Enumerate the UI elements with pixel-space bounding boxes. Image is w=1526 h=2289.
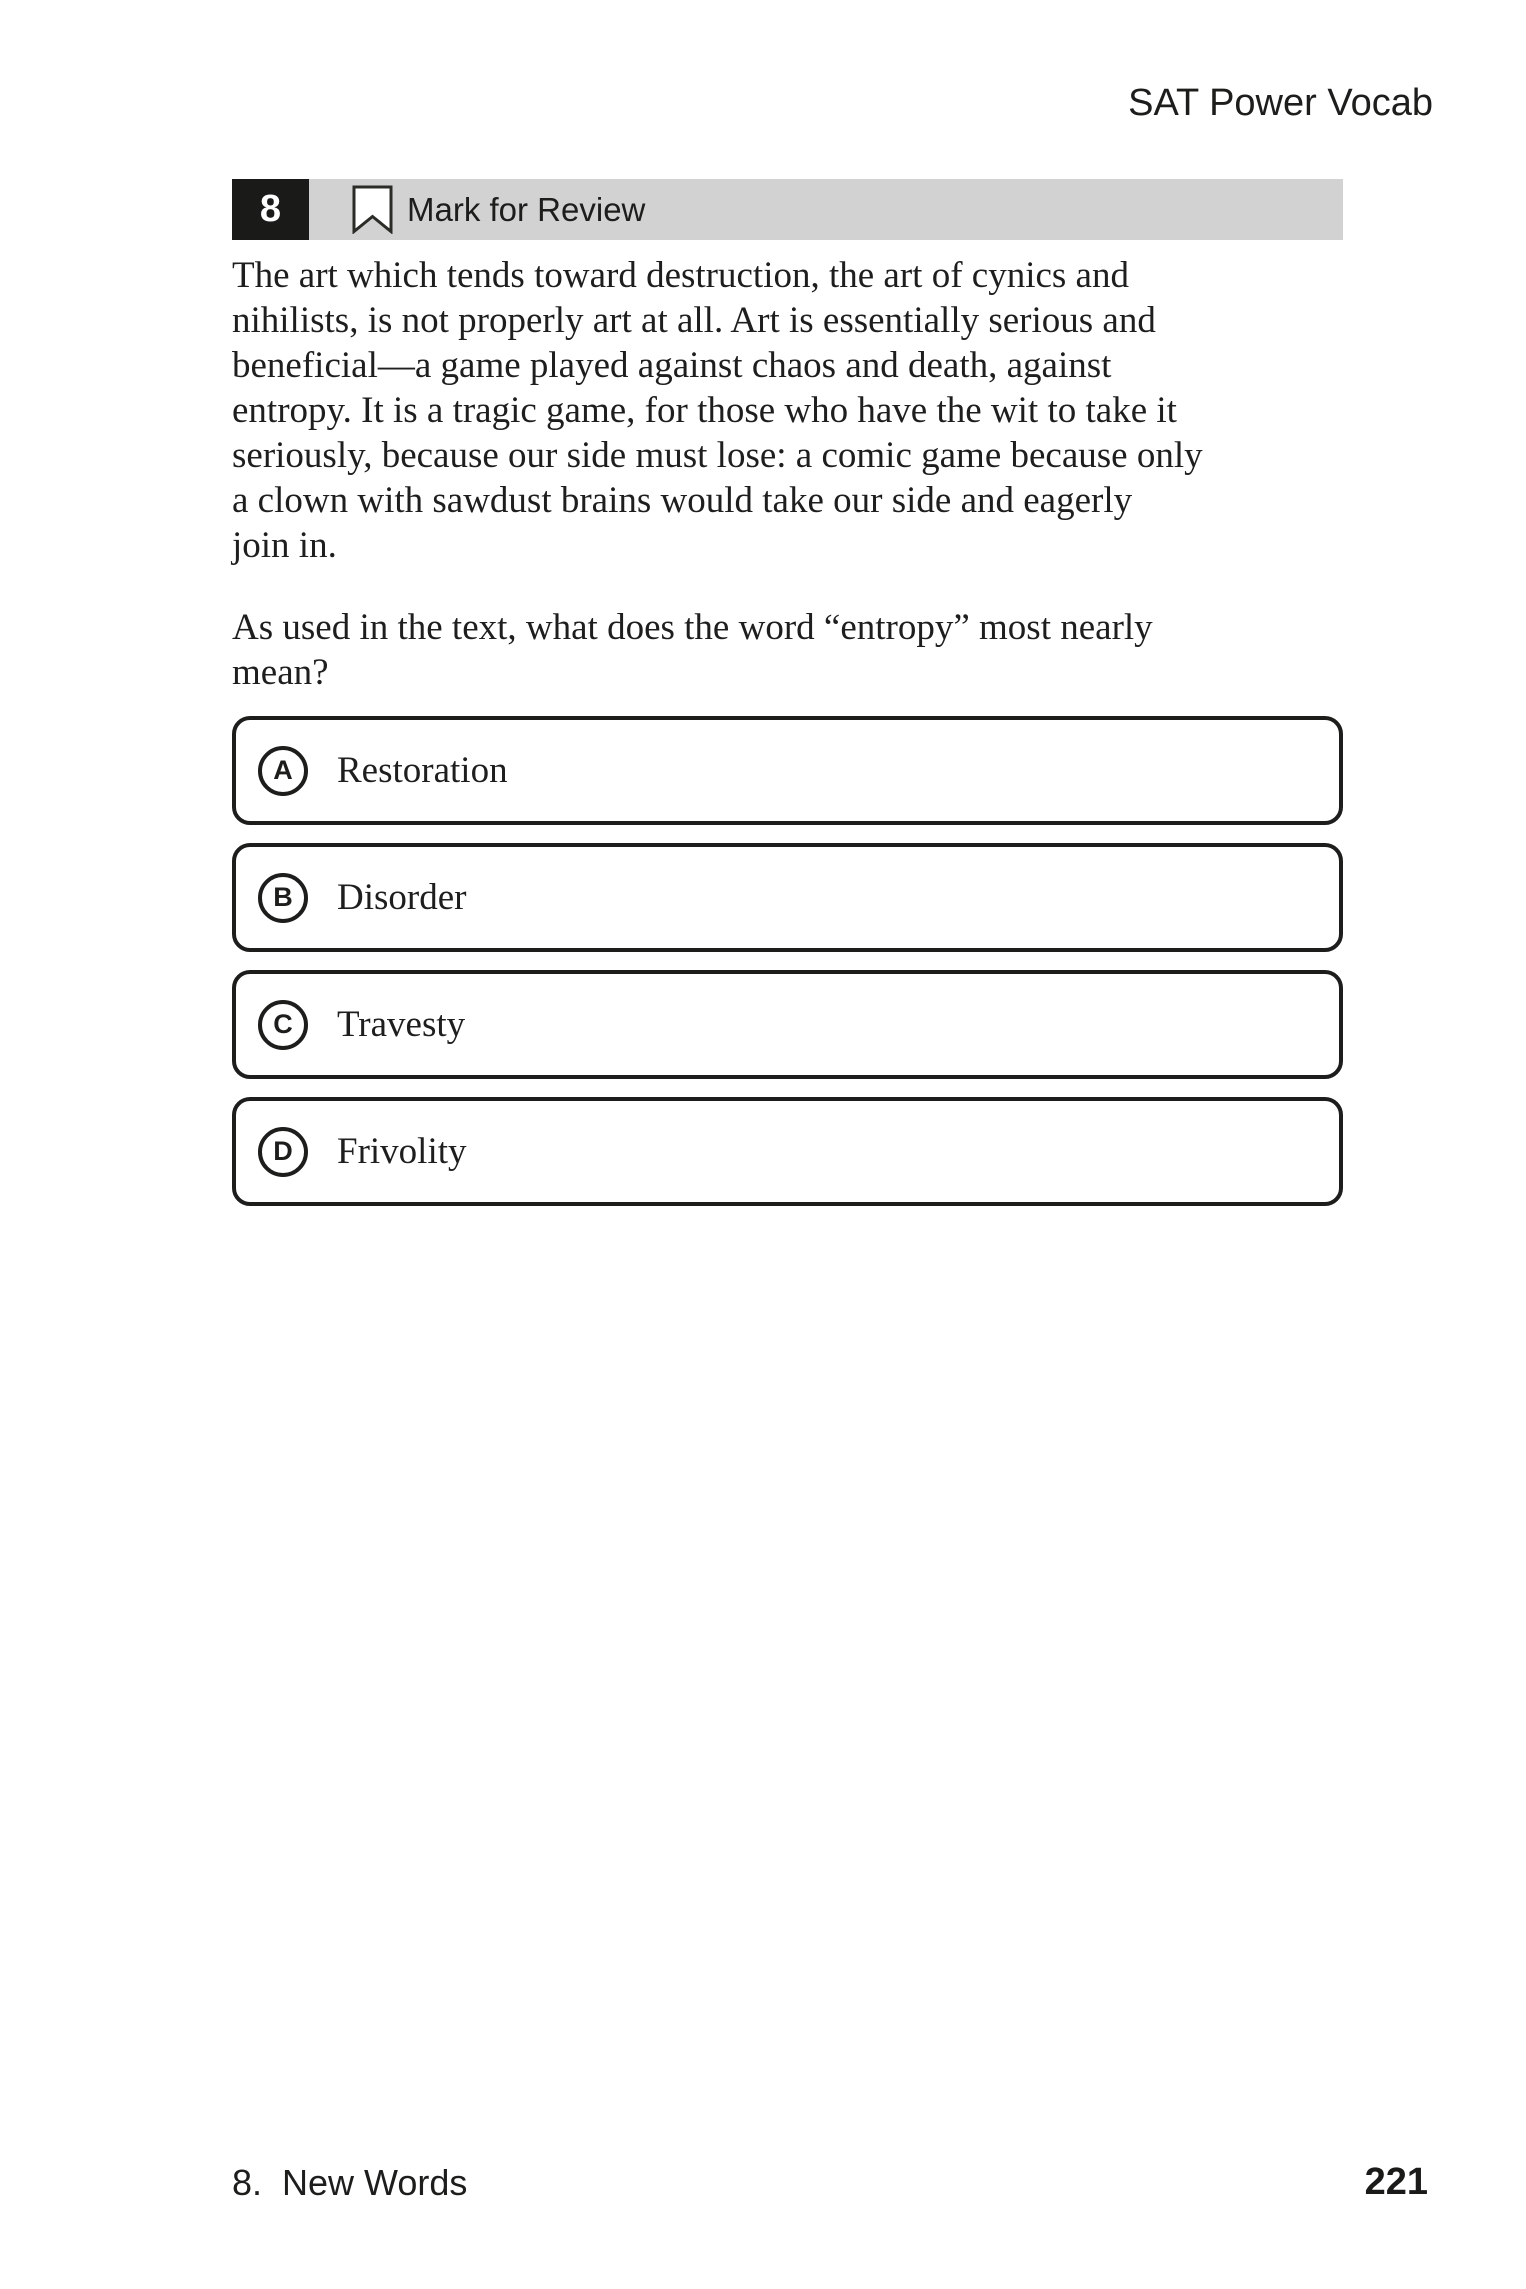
passage-line: seriously, because our side must lose: a comic game because only (232, 435, 1203, 476)
choice-letter-badge: B (258, 873, 308, 923)
passage-line: nihilists, is not properly art at all. Art is essentially serious and (232, 300, 1156, 341)
choice-label: Frivolity (337, 1131, 467, 1172)
passage-line: entropy. It is a tragic game, for those who have the wit to take it (232, 390, 1177, 431)
passage-line: a clown with sawdust brains would take our side and eagerly (232, 480, 1133, 521)
answer-choice-d[interactable] (232, 1097, 1343, 1206)
mark-for-review-button[interactable] (309, 179, 1343, 240)
question-number-badge: 8 (232, 179, 309, 240)
answer-choice-c[interactable] (232, 970, 1343, 1079)
question-header-bar (232, 179, 1343, 240)
prompt-line: mean? (232, 652, 329, 693)
running-header-title: SAT Power Vocab (1128, 82, 1433, 124)
mark-for-review-label: Mark for Review (407, 190, 646, 228)
footer-chapter-number: 8. (232, 2162, 263, 2203)
passage-line: join in. (232, 525, 337, 566)
bookmark-icon (352, 185, 393, 234)
passage-line: beneficial—a game played against chaos and death, against (232, 345, 1112, 386)
answer-choice-a[interactable] (232, 716, 1343, 825)
choice-label: Restoration (337, 750, 508, 791)
choice-letter-badge: D (258, 1127, 308, 1177)
prompt-line: As used in the text, what does the word “entropy” most nearly (232, 607, 1153, 648)
choice-label: Disorder (337, 877, 467, 918)
passage-line: The art which tends toward destruction, the art of cynics and (232, 255, 1129, 296)
choice-letter-badge: C (258, 1000, 308, 1050)
footer-chapter (232, 2163, 467, 2203)
footer-chapter-title: New Words (282, 2162, 468, 2203)
question-prompt (232, 605, 1392, 695)
choice-letter-badge: A (258, 746, 308, 796)
passage-text (232, 253, 1392, 568)
choice-label: Travesty (337, 1004, 466, 1045)
answer-choice-b[interactable] (232, 843, 1343, 952)
footer-page-number: 221 (1364, 2161, 1428, 2203)
